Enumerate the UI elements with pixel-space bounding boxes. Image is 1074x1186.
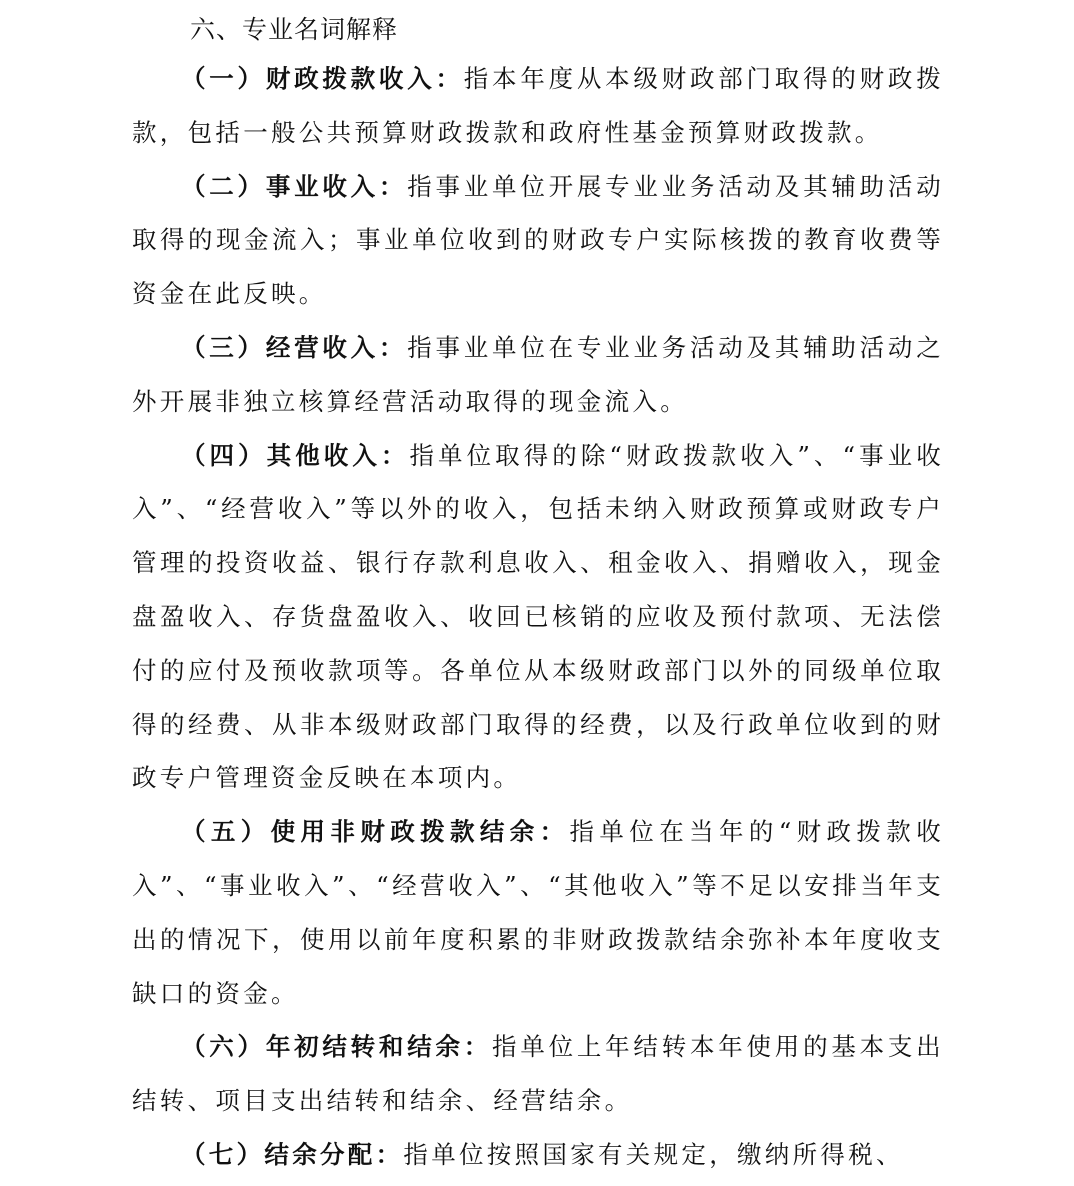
definition-term: （四）其他收入： xyxy=(181,440,410,470)
section-heading: 六、专业名词解释 xyxy=(190,15,399,44)
definition-text: 指事业单位在专业业务活动及其辅助活动之外开展非独立核算经营活动取得的现金流入。 xyxy=(132,332,944,416)
definition-text: 指单位在当年的“财政拨款收入”、“事业收入”、“经营收入”、“其他收入”等不足以安排当年支出的情况下，使用以前年度积累的非财政拨款结余弥补本年度收支缺口的资金。 xyxy=(132,817,944,1008)
definition-text: 指单位按照国家有关规定，缴纳所得税、 xyxy=(403,1139,904,1169)
definition-term: （一）财政拨款收入： xyxy=(181,64,464,93)
definition-text: 指事业单位开展专业业务活动及其辅助活动取得的现金流入；事业单位收到的财政专户实际核拨的教育收费等资金在此反映。 xyxy=(132,171,944,309)
definition-paragraph xyxy=(132,160,944,321)
definition-paragraph xyxy=(132,805,944,1020)
definition-text: 指单位取得的除“财政拨款收入”、“事业收入”、“经营收入”等以外的收入，包括未纳入财政预算或财政专户管理的投资收益、银行存款利息收入、租金收入、捐赠收入，现金盘盈收入、存货盘盈收入、收回已核销的应收及预付款项、无法偿付的应付及预收款项等。各单位从本级财政部门以外的同级单位取得的经费、从非本级财政部门取得的经费，以及行政单位收到的财政专户管理资金反映在本项内。 xyxy=(132,440,944,793)
definition-paragraph xyxy=(132,1020,944,1128)
definition-term: （五）使用非财政拨款结余： xyxy=(181,817,570,847)
definition-paragraph xyxy=(132,321,944,429)
document-page xyxy=(132,0,944,1182)
definition-paragraph xyxy=(132,1128,944,1182)
definition-term: （六）年初结转和结余： xyxy=(181,1032,493,1062)
definition-paragraph xyxy=(132,429,944,806)
definition-text: 指单位上年结转本年使用的基本支出结转、项目支出结转和结余、经营结余。 xyxy=(132,1032,944,1116)
definition-text: 指本年度从本级财政部门取得的财政拨款，包括一般公共预算财政拨款和政府性基金预算财政拨款。 xyxy=(132,64,944,147)
definition-term: （三）经营收入： xyxy=(181,332,408,362)
definition-paragraph xyxy=(132,52,944,160)
definition-term: （二）事业收入： xyxy=(181,171,408,201)
definition-term: （七）结余分配： xyxy=(181,1139,404,1169)
